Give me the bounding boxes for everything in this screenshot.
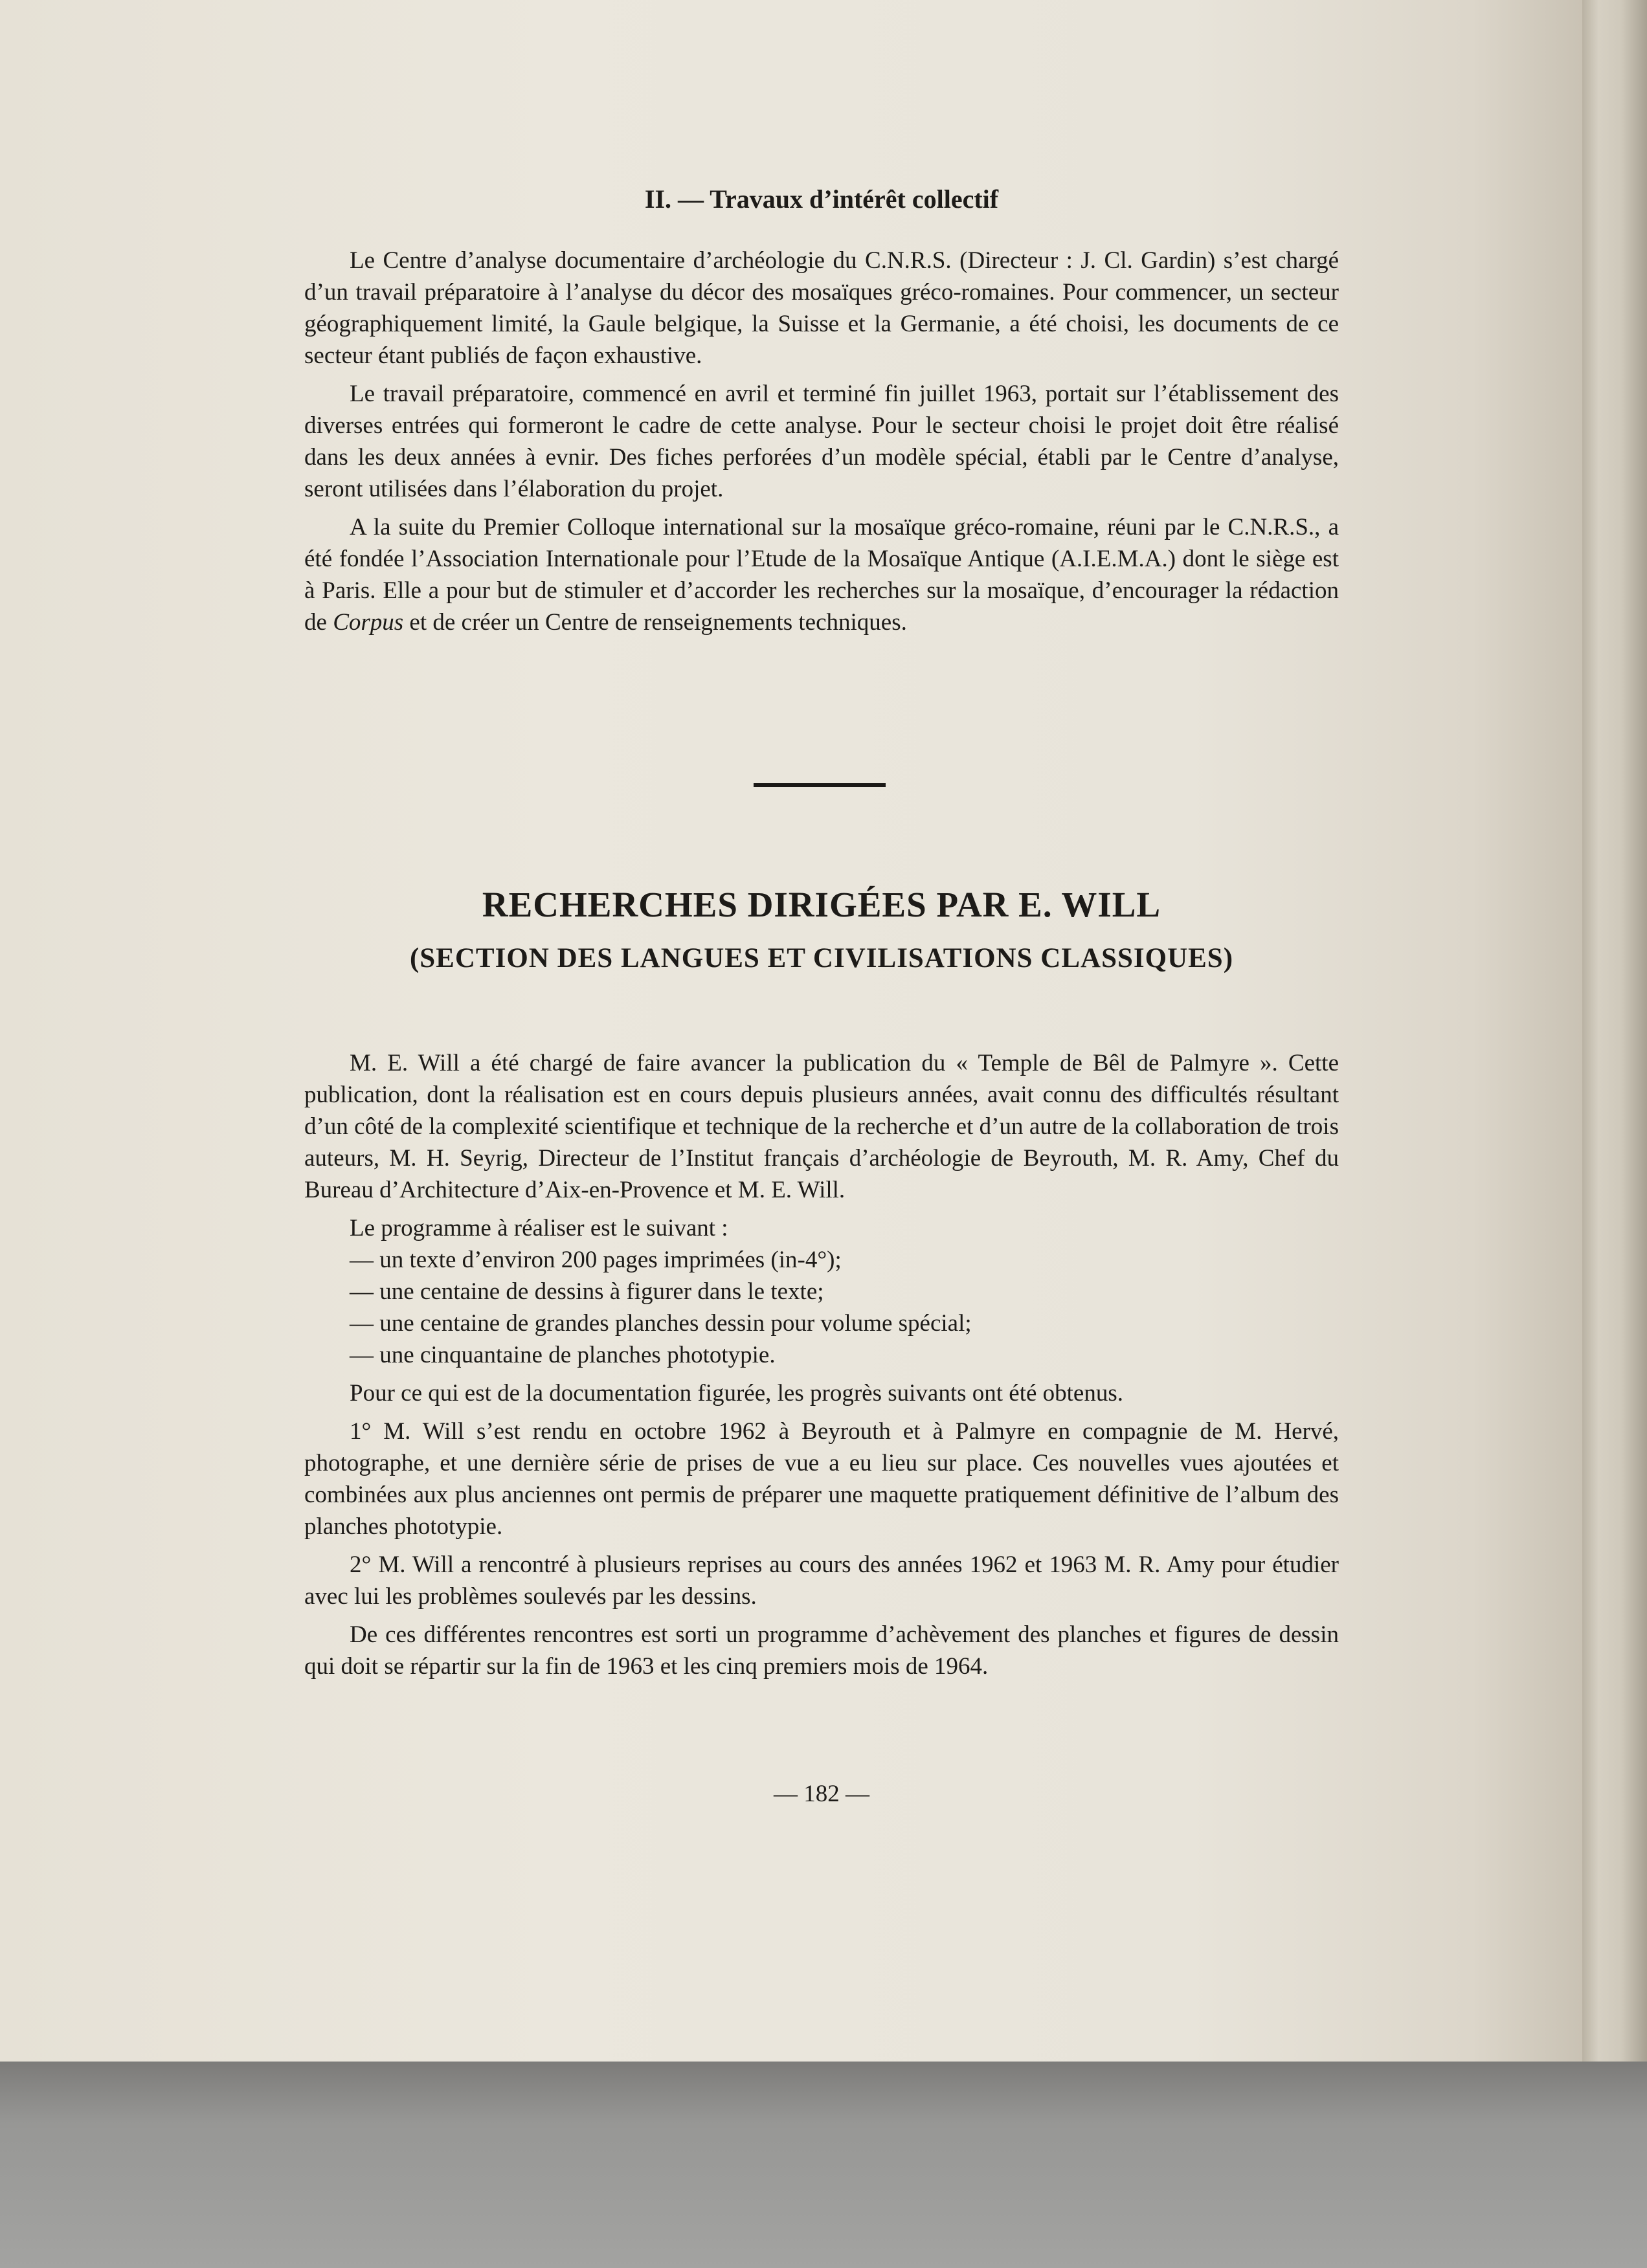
page-edge-shadow [1582, 0, 1647, 2062]
corpus-italic: Corpus [333, 609, 404, 636]
paragraph-travail-preparatoire: Le travail préparatoire, commencé en avril et terminé fin juillet 1963, portait sur l’établissement des diverses entrées qui formeront le cadre de cette analyse. Pour le secteur choisi le projet doit être réalisé dans les deux années à evnir. Des fiches perforées d’un modèle spécial, établi par le Centre d’analyse, seront utilisées dans l’élaboration du projet. [304, 381, 1339, 502]
programme-item: — une centaine de grandes planches dessin pour volume spécial; [350, 1310, 972, 1337]
subtitle-section-langues: (SECTION DES LANGUES ET CIVILISATIONS CLASSIQUES) [409, 943, 1234, 973]
programme-intro: Le programme à réaliser est le suivant : [350, 1215, 728, 1241]
programme-item: — une centaine de dessins à figurer dans le texte; [350, 1278, 824, 1305]
programme-item: — une cinquantaine de planches phototypie. [350, 1342, 776, 1368]
paragraph-temple-bel: M. E. Will a été chargé de faire avancer la publication du « Temple de Bêl de Palmyre ». Cette publication, dont la réalisation est en cours depuis plusieurs années, avait connu des difficultés résultant d’un côté de la complexité scientifique et technique de la recherche et d’un autre de la collaboration de trois auteurs, M. H. Seyrig, Directeur de l’Institut français d’archéologie de Beyrouth, M. R. Amy, Chef du Bureau d’Architecture d’Aix-en-Provence et M. E. Will. [304, 1050, 1339, 1203]
paragraph-beyrouth-palmyre: 1° M. Will s’est rendu en octobre 1962 à Beyrouth et à Palmyre en compagnie de M. Hervé, photographe, et une dernière série de prises de vue a eu lieu sur place. Ces nouvelles vues ajoutées et combinées aux plus anciennes ont permis de préparer une maquette pratiquement définitive de l’album des planches phototypie. [304, 1418, 1339, 1540]
scanner-background [0, 2062, 1647, 2268]
title-recherches-will: RECHERCHES DIRIGÉES PAR E. WILL [482, 885, 1161, 924]
aiema-text-end: et de créer un Centre de renseignements techniques. [403, 609, 907, 636]
paragraph-documentation: Pour ce qui est de la documentation figurée, les progrès suivants ont été obtenus. [350, 1380, 1124, 1406]
paragraph-amy-dessins: 2° M. Will a rencontré à plusieurs reprises au cours des années 1962 et 1963 M. R. Amy pour étudier avec lui les problèmes soulevés par les dessins. [304, 1551, 1339, 1610]
section-divider [754, 783, 886, 787]
programme-item: — un texte d’environ 200 pages imprimées (in-4°); [350, 1247, 842, 1273]
paragraph-programme-achevement: De ces différentes rencontres est sorti un programme d’achèvement des planches et figures de dessin qui doit se répartir sur la fin de 1963 et les cinq premiers mois de 1964. [304, 1621, 1339, 1680]
aiema-text-start: A la suite du Premier Colloque international sur la mosaïque gréco-romaine, réuni par le C.N.R.S., a été fondée l’Association Internationale pour l’Etude de la Mosaïque Antique (A.I.E.M.A.) dont le siège est à Paris. Elle a pour but de stimuler et d’accorder les recherches sur la mosaïque, d’encourager la rédaction de [304, 514, 1339, 636]
section-will-body [304, 1047, 1339, 1682]
page-number: — 182 — [774, 1781, 869, 1807]
paragraph-centre-analyse: Le Centre d’analyse documentaire d’archéologie du C.N.R.S. (Directeur : J. Cl. Gardin) s’est chargé d’un travail préparatoire à l’analyse du décor des mosaïques gréco-romaines. Pour commencer, un secteur géographiquement limité, la Gaule belgique, la Suisse et la Germanie, a été choisi, les documents de ce secteur étant publiés de façon exhaustive. [304, 247, 1339, 369]
section-ii-body [304, 245, 1339, 638]
paragraph-aiema [304, 511, 1339, 638]
section-heading-travaux: II. — Travaux d’intérêt collectif [644, 184, 999, 214]
